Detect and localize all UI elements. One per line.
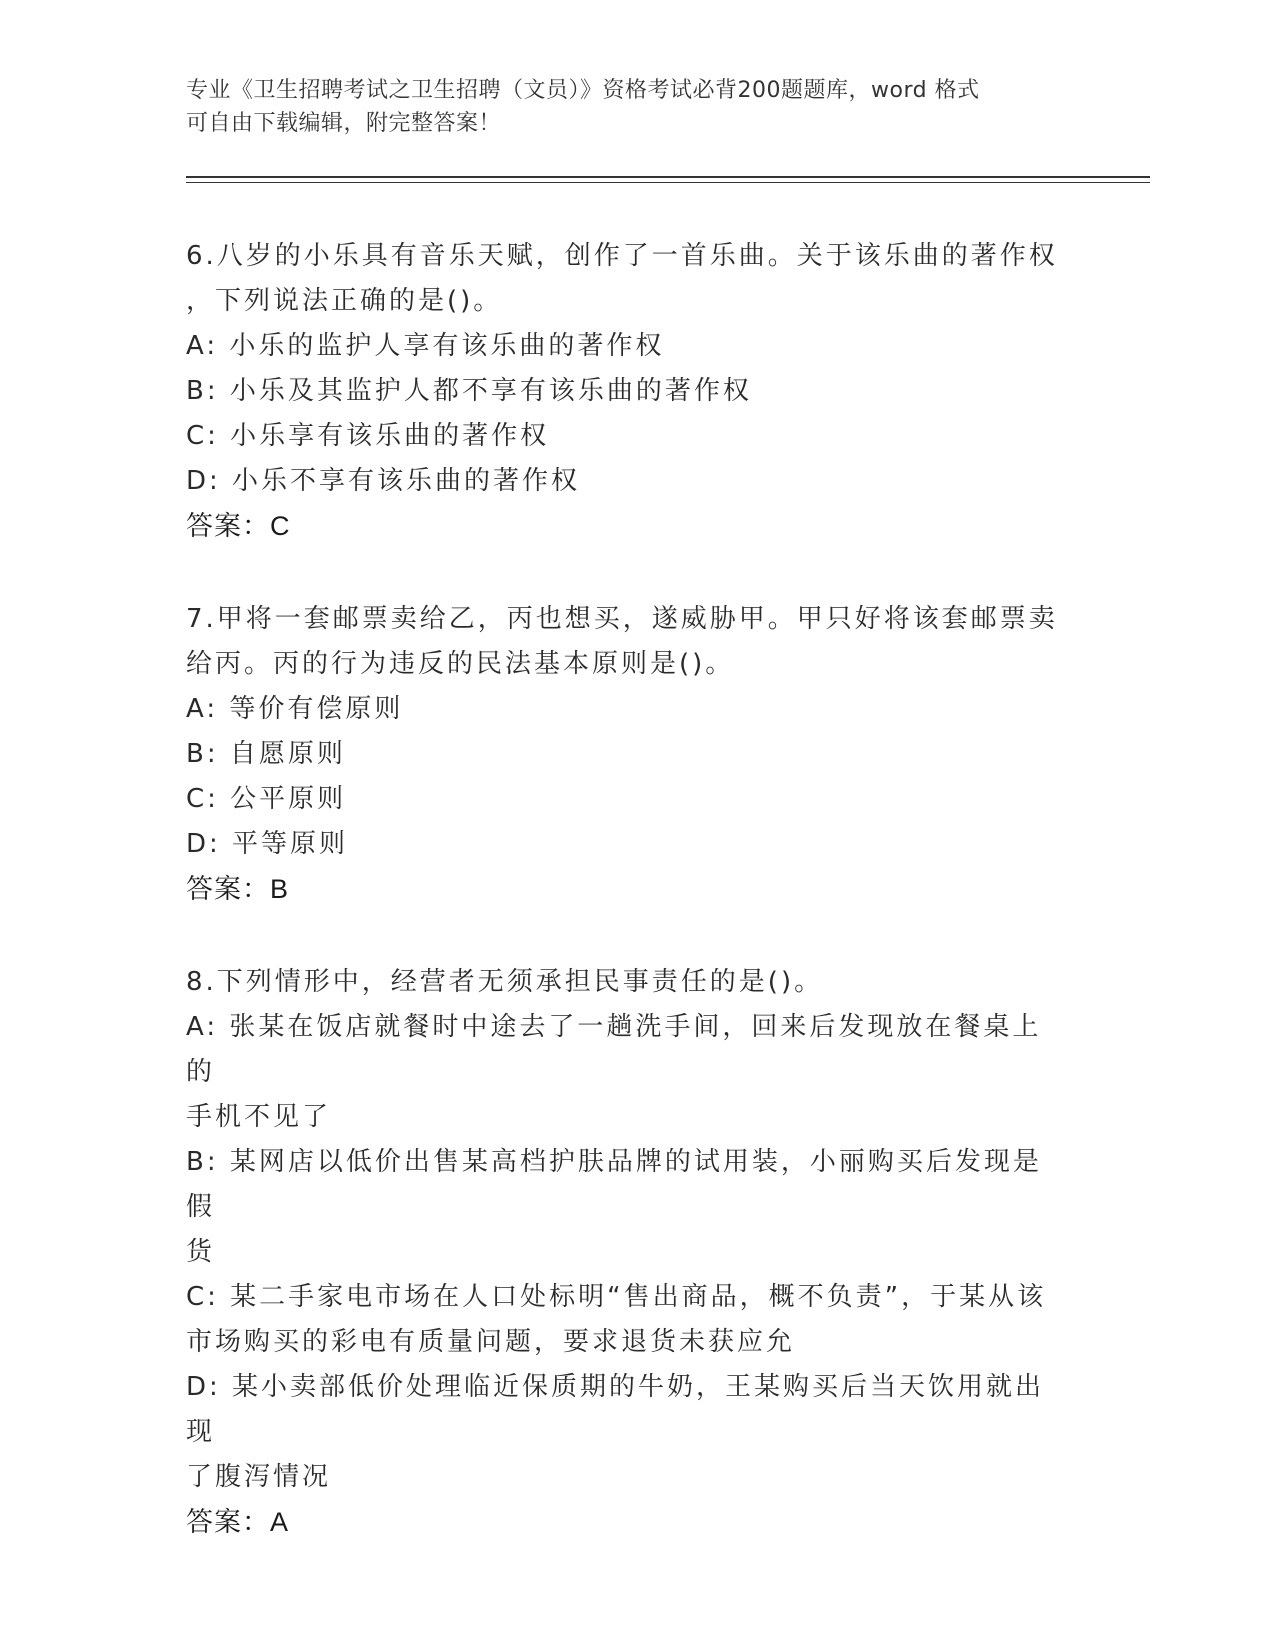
question-8 bbox=[186, 960, 1066, 1545]
option-d: D: 小乐不享有该乐曲的著作权 bbox=[186, 466, 581, 496]
document-header bbox=[186, 74, 1066, 140]
option-c-continued: 市场购买的彩电有质量问题，要求退货未获应允 bbox=[186, 1327, 796, 1357]
answer-label: 答案：A bbox=[186, 1507, 290, 1537]
answer-label: 答案：B bbox=[186, 874, 290, 904]
question-stem-line: 6.八岁的小乐具有音乐天赋，创作了一首乐曲。关于该乐曲的著作权 bbox=[186, 241, 1058, 271]
option-a-continued: 手机不见了 bbox=[186, 1102, 332, 1132]
question-stem-line: ，下列说法正确的是()。 bbox=[186, 286, 503, 316]
option-b-continued: 货 bbox=[186, 1237, 216, 1267]
option-d: D: 某小卖部低价处理临近保质期的牛奶，王某购买后当天饮用就出现 bbox=[186, 1372, 1045, 1447]
header-line-1: 专业《卫生招聘考试之卫生招聘（文员）》资格考试必背200题题库，word 格式 bbox=[186, 78, 980, 103]
question-6 bbox=[186, 234, 1066, 549]
header-line-2: 可自由下载编辑，附完整答案！ bbox=[186, 111, 502, 136]
option-a: A: 等价有偿原则 bbox=[186, 694, 404, 724]
option-c: C: 公平原则 bbox=[186, 784, 347, 814]
question-stem-line: 8.下列情形中，经营者无须承担民事责任的是()。 bbox=[186, 967, 824, 997]
question-stem-line: 给丙。丙的行为违反的民法基本原则是()。 bbox=[186, 649, 735, 679]
option-d: D: 平等原则 bbox=[186, 829, 349, 859]
option-c: C: 某二手家电市场在人口处标明“售出商品，概不负责”，于某从该 bbox=[186, 1282, 1047, 1312]
option-a: A: 小乐的监护人享有该乐曲的著作权 bbox=[186, 331, 665, 361]
answer-label: 答案：C bbox=[186, 511, 291, 541]
option-d-continued: 了腹泻情况 bbox=[186, 1462, 332, 1492]
header-divider-thin bbox=[186, 182, 1150, 183]
question-7 bbox=[186, 597, 1066, 912]
header-divider-thick bbox=[186, 176, 1150, 178]
option-c: C: 小乐享有该乐曲的著作权 bbox=[186, 421, 550, 451]
option-a: A: 张某在饭店就餐时中途去了一趟洗手间，回来后发现放在餐桌上的 bbox=[186, 1012, 1042, 1087]
option-b: B: 小乐及其监护人都不享有该乐曲的著作权 bbox=[186, 376, 752, 406]
option-b: B: 某网店以低价出售某高档护肤品牌的试用装，小丽购买后发现是假 bbox=[186, 1147, 1042, 1222]
option-b: B: 自愿原则 bbox=[186, 739, 346, 769]
question-stem-line: 7.甲将一套邮票卖给乙，丙也想买，遂威胁甲。甲只好将该套邮票卖 bbox=[186, 604, 1058, 634]
